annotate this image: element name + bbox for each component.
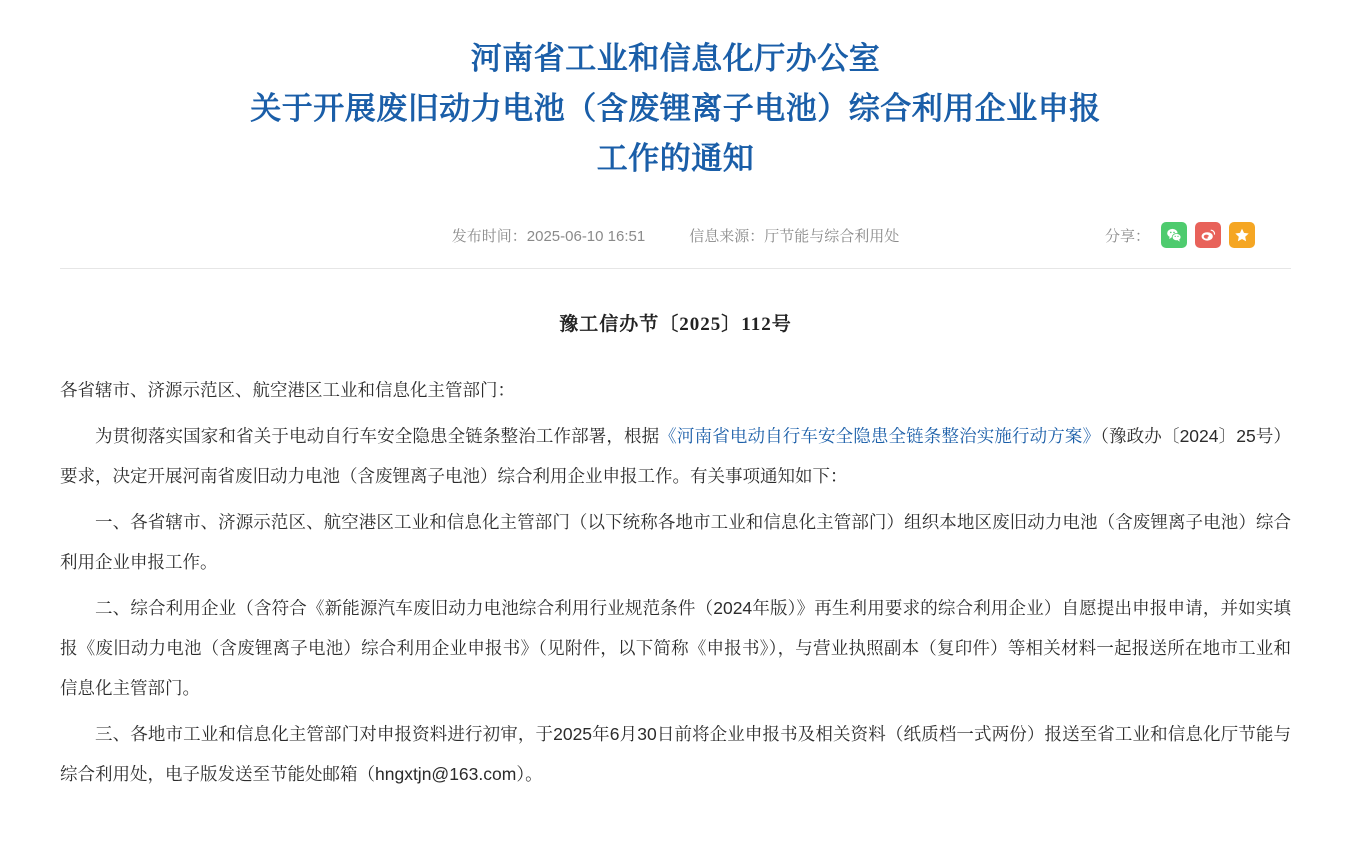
document-body	[0, 370, 1351, 794]
document-meta	[0, 214, 1351, 256]
publish-time-label: 发布时间：	[451, 227, 527, 245]
meta-center-group	[452, 225, 899, 246]
title-line-1: 河南省工业和信息化厅办公室	[470, 41, 881, 76]
paragraph-background	[60, 416, 1291, 496]
background-text-2: （豫政办〔2024〕25号）要求，决定开展河南省废旧动力电池（含废锂离子电池）综合利用企业申报工作。有关事项通知如下：	[60, 426, 1292, 486]
document-number: 豫工信办节〔2025〕112号	[559, 314, 792, 335]
title-line-2: 关于开展废旧动力电池（含废锂离子电池）综合利用企业申报	[250, 91, 1101, 126]
title-line-3: 工作的通知	[596, 141, 755, 176]
publish-time	[452, 225, 645, 246]
wechat-share-icon[interactable]	[1161, 222, 1187, 248]
source-value: 厅节能与综合利用处	[764, 227, 900, 245]
page-title	[0, 0, 1351, 184]
paragraph-item-2: 二、综合利用企业（含符合《新能源汽车废旧动力电池综合利用行业规范条件（2024年版）》再生利用要求的综合利用企业）自愿提出申报申请，并如实填报《废旧动力电池（含废锂离子电池）综合利用企业申报书》（见附件，以下简称《申报书》），与营业执照副本（复印件）等相关材料一起报送所在地市工业和信息化主管部门。	[60, 598, 1291, 698]
meta-divider	[60, 268, 1291, 269]
share-label: 分享：	[1104, 227, 1150, 245]
weibo-share-icon[interactable]	[1195, 222, 1221, 248]
paragraph-item-1: 一、各省辖市、济源示范区、航空港区工业和信息化主管部门（以下统称各地市工业和信息化主管部门）组织本地区废旧动力电池（含废锂离子电池）综合利用企业申报工作。	[60, 512, 1291, 572]
information-source	[689, 225, 899, 246]
background-text-1: 为贯彻落实国家和省关于电动自行车安全隐患全链条整治工作部署，根据	[95, 426, 660, 446]
favorite-share-icon[interactable]	[1229, 222, 1255, 248]
publish-time-value: 2025-06-10 16:51	[526, 227, 646, 245]
source-label: 信息来源：	[689, 227, 765, 245]
policy-document-link[interactable]: 《河南省电动自行车安全隐患全链条整治实施行动方案》	[659, 426, 1101, 446]
share-bar	[1105, 222, 1255, 248]
paragraph-salutation: 各省辖市、济源示范区、航空港区工业和信息化主管部门：	[60, 380, 515, 400]
paragraph-item-3: 三、各地市工业和信息化主管部门对申报资料进行初审，于2025年6月30日前将企业申报书及相关资料（纸质档一式两份）报送至省工业和信息化厅节能与综合利用处，电子版发送至节能处邮箱（hngxtjn@163.com）。	[60, 724, 1291, 784]
